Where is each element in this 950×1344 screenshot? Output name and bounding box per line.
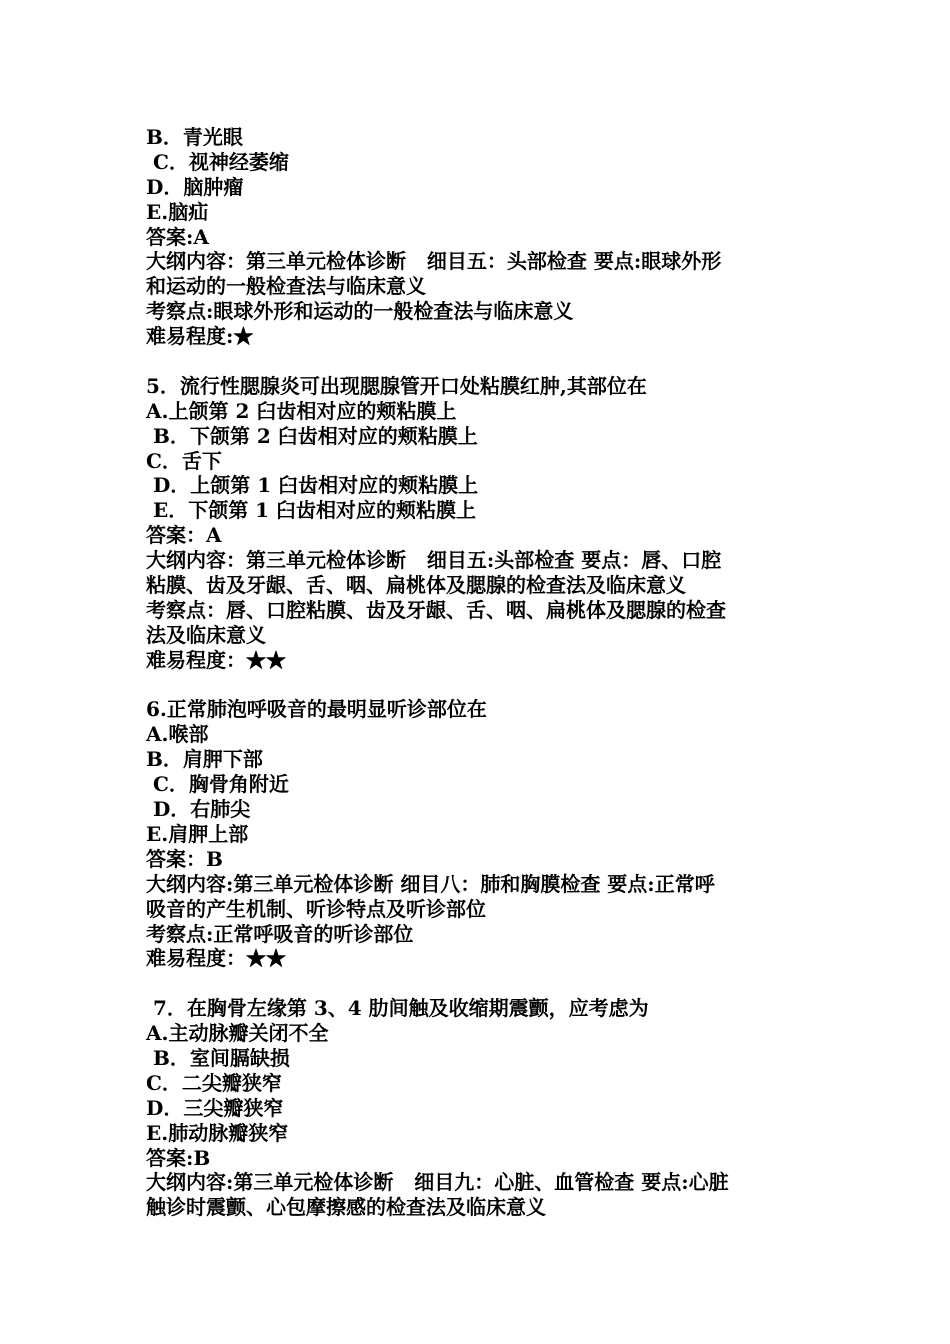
option-d: D．三尖瓣狭窄: [146, 1095, 284, 1120]
answer: 答案：A: [146, 523, 222, 548]
outline-line-2: 和运动的一般检查法与临床意义: [146, 274, 426, 299]
answer: 答案:A: [146, 224, 209, 249]
option-e: E.脑疝: [146, 199, 209, 224]
question-stem: 6.正常肺泡呼吸音的最明显听诊部位在: [146, 697, 487, 722]
option-c: C．视神经萎缩: [146, 149, 289, 174]
outline-line-2: 吸音的产生机制、听诊特点及听诊部位: [146, 896, 486, 921]
question-4-tail: [146, 125, 816, 349]
difficulty: 难易程度：★★: [146, 647, 286, 672]
exam-point: 考察点:正常呼吸音的听诊部位: [146, 921, 414, 946]
option-c: C．胸骨角附近: [146, 772, 289, 797]
option-b: B．下颌第 2 臼齿相对应的颊粘膜上: [146, 423, 478, 448]
spacer: [146, 673, 816, 698]
document-page: [146, 125, 816, 1220]
option-a: A.喉部: [146, 722, 209, 747]
option-e: E.肺动脉瓣狭窄: [146, 1120, 289, 1145]
outline-line-1: 大纲内容：第三单元检体诊断 细目五：头部检查 要点:眼球外形: [146, 249, 722, 274]
option-d: D．脑肿瘤: [146, 174, 244, 199]
option-d: D．上颌第 1 臼齿相对应的颊粘膜上: [146, 473, 479, 498]
option-c: C．舌下: [146, 448, 222, 473]
answer: 答案：B: [146, 846, 223, 871]
question-7: [146, 996, 816, 1220]
question-stem: 5．流行性腮腺炎可出现腮腺管开口处粘膜红肿,其部位在: [146, 373, 647, 398]
exam-point: 考察点:眼球外形和运动的一般检查法与临床意义: [146, 299, 574, 324]
option-a: A.上颌第 2 臼齿相对应的颊粘膜上: [146, 398, 457, 423]
option-b: B．青光眼: [146, 125, 243, 149]
question-stem: 7．在胸骨左缘第 3、4 肋间触及收缩期震颤，应考虑为: [146, 996, 649, 1021]
outline-line-1: 大纲内容:第三单元检体诊断 细目九：心脏、血管检查 要点:心脏: [146, 1170, 729, 1195]
outline-line-1: 大纲内容：第三单元检体诊断 细目五:头部检查 要点：唇、口腔: [146, 548, 722, 573]
spacer: [146, 349, 816, 374]
option-a: A.主动脉瓣关闭不全: [146, 1021, 329, 1046]
exam-point-line-1: 考察点：唇、口腔粘膜、齿及牙龈、舌、咽、扁桃体及腮腺的检查: [146, 597, 726, 622]
exam-point-line-2: 法及临床意义: [146, 622, 266, 647]
option-c: C．二尖瓣狭窄: [146, 1070, 282, 1095]
option-e: E.肩胛上部: [146, 821, 249, 846]
outline-line-2: 触诊时震颤、心包摩擦感的检查法及临床意义: [146, 1195, 546, 1220]
difficulty: 难易程度:★: [146, 324, 254, 349]
answer: 答案:B: [146, 1145, 211, 1170]
question-5: [146, 374, 816, 673]
question-6: [146, 697, 816, 971]
outline-line-1: 大纲内容:第三单元检体诊断 细目八：肺和胸膜检查 要点:正常呼: [146, 871, 715, 896]
option-b: B．室间膈缺损: [146, 1045, 290, 1070]
option-d: D．右肺尖: [146, 797, 251, 822]
outline-line-2: 粘膜、齿及牙龈、舌、咽、扁桃体及腮腺的检查法及临床意义: [146, 573, 686, 598]
option-e: E．下颌第 1 臼齿相对应的颊粘膜上: [146, 498, 477, 523]
difficulty: 难易程度：★★: [146, 946, 286, 971]
spacer: [146, 971, 816, 996]
option-b: B．肩胛下部: [146, 747, 263, 772]
